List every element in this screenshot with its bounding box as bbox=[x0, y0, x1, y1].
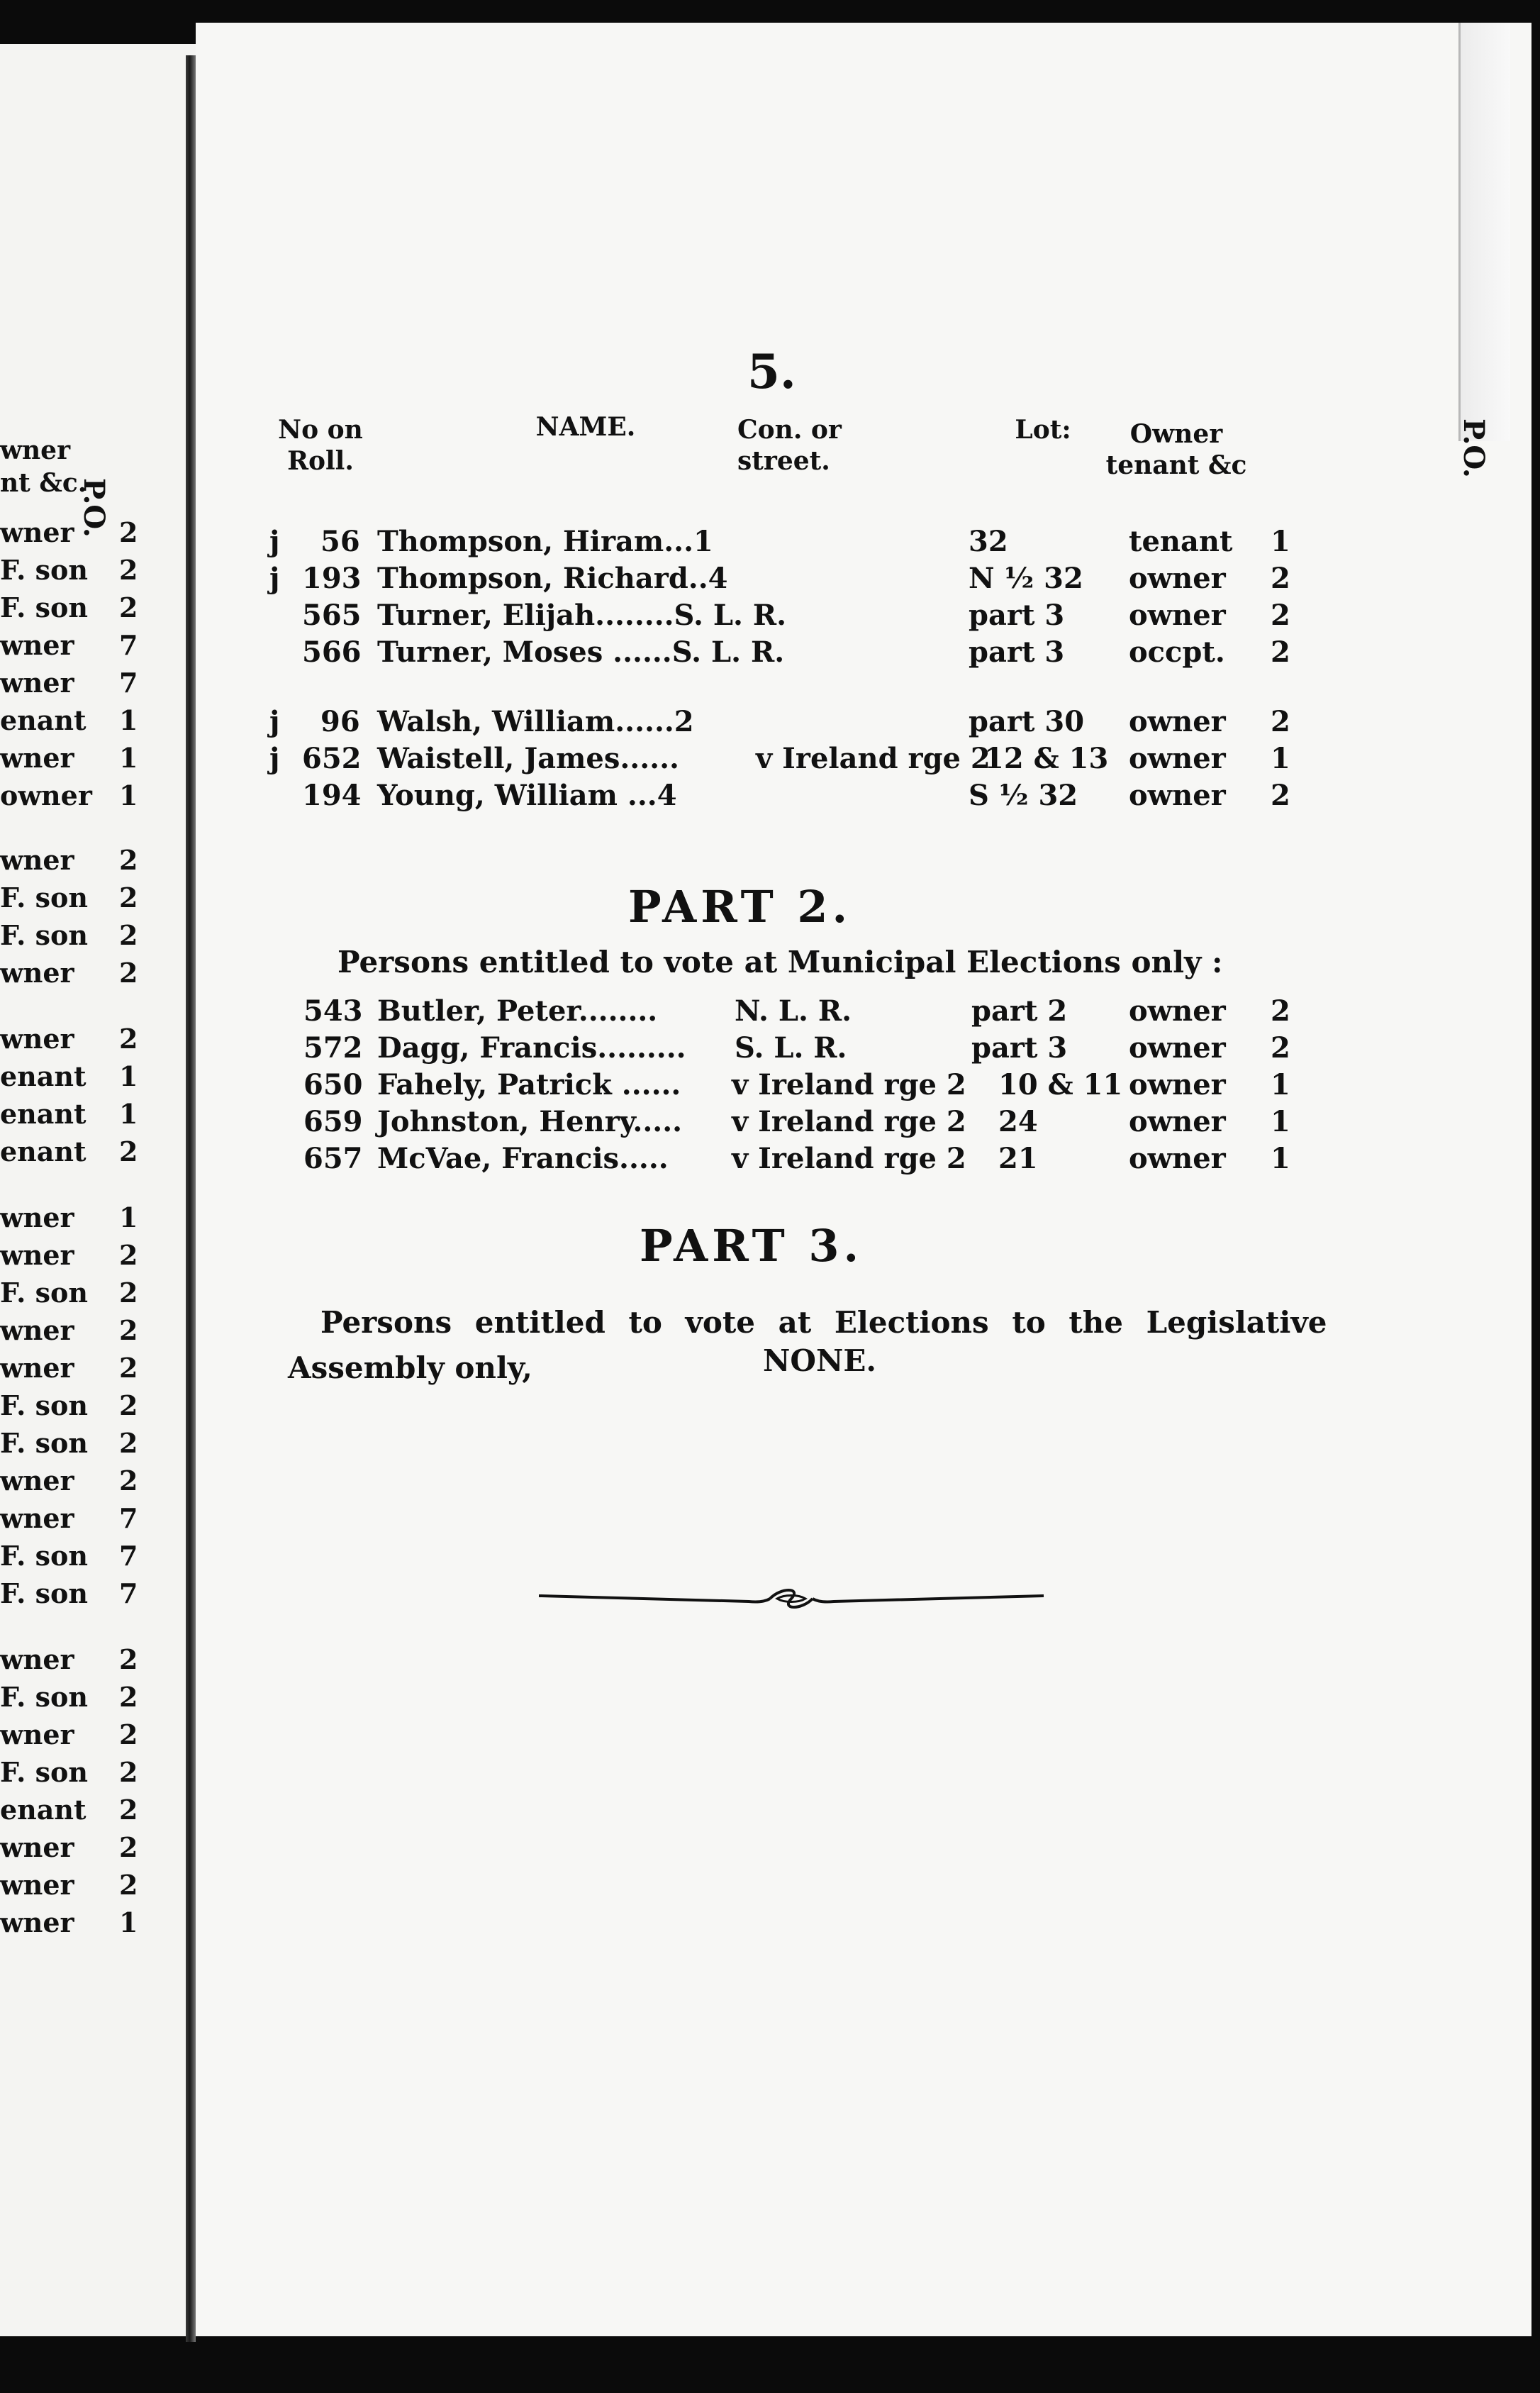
left-row-po: 1 bbox=[119, 1201, 138, 1233]
row-owner: occpt. bbox=[1129, 635, 1225, 669]
row-owner: owner bbox=[1129, 705, 1226, 738]
row-lot: 21 bbox=[998, 1142, 1038, 1175]
row-lot: part 3 bbox=[969, 635, 1065, 669]
left-row bbox=[0, 1540, 213, 1577]
header-name: NAME. bbox=[535, 412, 636, 442]
left-row-tenure: wner bbox=[0, 1906, 74, 1938]
left-row bbox=[0, 1098, 213, 1135]
left-row bbox=[0, 1314, 213, 1351]
row-owner: owner bbox=[1129, 779, 1226, 812]
row-po: 2 bbox=[1271, 562, 1290, 595]
header-no-on-roll-line2: Roll. bbox=[287, 446, 354, 476]
left-row bbox=[0, 1239, 213, 1276]
row-owner: owner bbox=[1129, 742, 1226, 775]
left-header-owner bbox=[0, 434, 87, 499]
left-row-po: 2 bbox=[119, 1352, 138, 1384]
row-roll-number: 56 bbox=[320, 525, 360, 558]
row-roll-number: 96 bbox=[320, 705, 360, 738]
left-row-po: 2 bbox=[119, 1756, 138, 1788]
part3-heading: PART 3. bbox=[640, 1220, 864, 1272]
row-po: 2 bbox=[1271, 635, 1290, 669]
row-owner: owner bbox=[1129, 1105, 1226, 1138]
left-row-tenure: F. son bbox=[0, 1681, 88, 1713]
row-roll-number: 659 bbox=[303, 1105, 363, 1138]
left-row-tenure: wner bbox=[0, 516, 74, 548]
left-row-po: 2 bbox=[119, 919, 138, 951]
left-row-po: 1 bbox=[119, 1098, 138, 1130]
row-owner: owner bbox=[1129, 599, 1226, 632]
header-lot: Lot: bbox=[1015, 415, 1071, 445]
table-row bbox=[196, 635, 1529, 672]
row-roll-number: 194 bbox=[302, 779, 362, 812]
ornamental-divider bbox=[536, 1575, 1047, 1624]
left-row-tenure: enant bbox=[0, 1060, 87, 1092]
left-row bbox=[0, 1577, 213, 1614]
row-roll-number: 572 bbox=[303, 1031, 363, 1065]
row-con: v Ireland rge 2 bbox=[732, 1068, 966, 1101]
row-po: 2 bbox=[1271, 994, 1290, 1028]
part2-intro: Persons entitled to vote at Municipal Elections only : bbox=[337, 945, 1223, 979]
row-name: Turner, Moses ......S. L. R. bbox=[377, 635, 785, 669]
row-name: Butler, Peter........ bbox=[377, 994, 658, 1028]
left-row bbox=[0, 1906, 213, 1943]
row-con: v Ireland rge 2 bbox=[732, 1142, 966, 1175]
left-row-po: 2 bbox=[119, 882, 138, 914]
row-po: 2 bbox=[1271, 1031, 1290, 1065]
left-row-po: 2 bbox=[119, 592, 138, 623]
left-row-po: 2 bbox=[119, 1023, 138, 1055]
left-row-tenure: owner bbox=[0, 779, 92, 811]
row-con: S. L. R. bbox=[735, 1031, 847, 1065]
row-owner: tenant bbox=[1129, 525, 1233, 558]
left-row-po: 7 bbox=[119, 629, 138, 661]
left-row-po: 1 bbox=[119, 1906, 138, 1938]
left-row bbox=[0, 1869, 213, 1906]
left-row-po: 2 bbox=[119, 1465, 138, 1497]
left-row-po: 1 bbox=[119, 1060, 138, 1092]
left-row bbox=[0, 1023, 213, 1060]
row-lot: 32 bbox=[969, 525, 1008, 558]
row-mark: j bbox=[269, 562, 280, 595]
header-owner-line2: tenant &c bbox=[1105, 450, 1247, 480]
left-row-tenure: wner bbox=[0, 1643, 74, 1675]
page-fold-edge bbox=[1458, 23, 1510, 441]
left-row-tenure: F. son bbox=[0, 1427, 88, 1459]
table-row bbox=[196, 1068, 1529, 1105]
left-row-po: 2 bbox=[119, 1239, 138, 1271]
row-roll-number: 657 bbox=[303, 1142, 363, 1175]
left-row-tenure: enant bbox=[0, 704, 87, 736]
row-po: 1 bbox=[1271, 1142, 1290, 1175]
left-row-po: 2 bbox=[119, 1719, 138, 1750]
left-row-po: 1 bbox=[119, 742, 138, 774]
row-name: Turner, Elijah........S. L. R. bbox=[377, 599, 787, 632]
left-header-owner-line2: nt &c. bbox=[0, 468, 87, 498]
header-con-line2: street. bbox=[737, 446, 830, 476]
row-lot: part 3 bbox=[971, 1031, 1068, 1065]
row-roll-number: 543 bbox=[303, 994, 363, 1028]
row-name: Thompson, Richard..4 bbox=[377, 562, 728, 595]
left-row-tenure: wner bbox=[0, 1314, 74, 1346]
left-row-tenure: F. son bbox=[0, 1277, 88, 1309]
left-row-tenure: wner bbox=[0, 667, 74, 699]
table-row bbox=[196, 599, 1529, 635]
row-con: v Ireland rge 2 bbox=[732, 1105, 966, 1138]
left-row-po: 2 bbox=[119, 1794, 138, 1826]
left-header-owner-line1: wner bbox=[0, 435, 71, 465]
left-row-po: 2 bbox=[119, 1831, 138, 1863]
row-po: 2 bbox=[1271, 705, 1290, 738]
left-row bbox=[0, 1794, 213, 1831]
left-row bbox=[0, 742, 213, 779]
table-row bbox=[196, 1105, 1529, 1142]
left-row bbox=[0, 554, 213, 591]
left-row bbox=[0, 1681, 213, 1718]
row-lot: S ½ 32 bbox=[969, 779, 1078, 812]
row-lot: 12 & 13 bbox=[984, 742, 1109, 775]
table-row bbox=[196, 994, 1529, 1031]
part2-heading: PART 2. bbox=[628, 881, 852, 933]
left-row bbox=[0, 667, 213, 704]
header-con-line1: Con. or bbox=[737, 415, 842, 445]
left-row bbox=[0, 919, 213, 956]
left-row-po: 7 bbox=[119, 1502, 138, 1534]
row-roll-number: 193 bbox=[302, 562, 362, 595]
left-row-po: 1 bbox=[119, 704, 138, 736]
row-mark: j bbox=[269, 742, 280, 775]
left-row-tenure: F. son bbox=[0, 1756, 88, 1788]
left-row-tenure: F. son bbox=[0, 1577, 88, 1609]
table-row bbox=[196, 562, 1529, 599]
row-lot: part 2 bbox=[971, 994, 1068, 1028]
left-row-po: 2 bbox=[119, 554, 138, 586]
left-row-tenure: wner bbox=[0, 957, 74, 989]
row-roll-number: 650 bbox=[303, 1068, 363, 1101]
row-con: v Ireland rge 2 bbox=[756, 742, 991, 775]
left-row bbox=[0, 1502, 213, 1539]
table-row bbox=[196, 742, 1529, 779]
left-row-tenure: wner bbox=[0, 844, 74, 876]
row-name: Fahely, Patrick ...... bbox=[377, 1068, 681, 1101]
left-row-tenure: F. son bbox=[0, 554, 88, 586]
row-name: Johnston, Henry..... bbox=[377, 1105, 683, 1138]
left-row-tenure: wner bbox=[0, 1239, 74, 1271]
left-row-po: 1 bbox=[119, 779, 138, 811]
left-row bbox=[0, 844, 213, 881]
left-row bbox=[0, 1352, 213, 1389]
left-row-po: 2 bbox=[119, 1136, 138, 1167]
left-row bbox=[0, 1201, 213, 1238]
left-row bbox=[0, 1060, 213, 1097]
left-row-tenure: wner bbox=[0, 1502, 74, 1534]
left-row-po: 2 bbox=[119, 1277, 138, 1309]
left-row-po: 2 bbox=[119, 1389, 138, 1421]
left-row-tenure: wner bbox=[0, 1352, 74, 1384]
left-row bbox=[0, 1427, 213, 1464]
left-row-po: 2 bbox=[119, 1643, 138, 1675]
left-row bbox=[0, 882, 213, 918]
left-row bbox=[0, 629, 213, 666]
book-spine bbox=[186, 55, 196, 2342]
row-mark: j bbox=[269, 705, 280, 738]
left-row-po: 7 bbox=[119, 667, 138, 699]
left-row-tenure: wner bbox=[0, 1869, 74, 1901]
header-no-on-roll bbox=[264, 414, 377, 477]
left-row-po: 2 bbox=[119, 1314, 138, 1346]
table-row bbox=[196, 1031, 1529, 1068]
left-row-tenure: F. son bbox=[0, 1540, 88, 1572]
left-row-po: 2 bbox=[119, 957, 138, 989]
left-row bbox=[0, 957, 213, 994]
left-row-tenure: enant bbox=[0, 1098, 87, 1130]
left-row-tenure: enant bbox=[0, 1136, 87, 1167]
row-name: Dagg, Francis......... bbox=[377, 1031, 686, 1065]
left-row bbox=[0, 1136, 213, 1172]
part3-line2-right: NONE. bbox=[763, 1343, 877, 1378]
left-row bbox=[0, 1465, 213, 1501]
row-name: Waistell, James...... bbox=[377, 742, 679, 775]
left-row bbox=[0, 516, 213, 553]
table-row bbox=[196, 1142, 1529, 1179]
left-row-tenure: wner bbox=[0, 1465, 74, 1497]
left-row-tenure: F. son bbox=[0, 592, 88, 623]
left-row-tenure: F. son bbox=[0, 1389, 88, 1421]
header-owner-line1: Owner bbox=[1129, 419, 1223, 449]
page-number: 5. bbox=[747, 344, 796, 399]
row-po: 1 bbox=[1271, 1105, 1290, 1138]
left-row-tenure: F. son bbox=[0, 919, 88, 951]
row-lot: part 30 bbox=[969, 705, 1085, 738]
header-con bbox=[737, 414, 858, 477]
row-roll-number: 565 bbox=[302, 599, 362, 632]
left-row bbox=[0, 1756, 213, 1793]
part3-line2-left: Assembly only, bbox=[288, 1350, 532, 1385]
left-row-po: 7 bbox=[119, 1540, 138, 1572]
row-lot: 24 bbox=[998, 1105, 1038, 1138]
table-row bbox=[196, 779, 1529, 816]
header-po: P.O. bbox=[1457, 418, 1490, 478]
left-row bbox=[0, 1277, 213, 1314]
left-row-tenure: wner bbox=[0, 1201, 74, 1233]
row-roll-number: 566 bbox=[302, 635, 362, 669]
header-no-on-roll-line1: No on bbox=[278, 415, 363, 445]
left-row-tenure: F. son bbox=[0, 882, 88, 914]
row-name: Young, William ...4 bbox=[377, 779, 677, 812]
right-page bbox=[196, 23, 1531, 2336]
left-row-po: 2 bbox=[119, 1427, 138, 1459]
row-con: N. L. R. bbox=[735, 994, 852, 1028]
left-row-po: 2 bbox=[119, 1681, 138, 1713]
row-name: Walsh, William......2 bbox=[377, 705, 694, 738]
row-roll-number: 652 bbox=[302, 742, 362, 775]
left-row-tenure: wner bbox=[0, 1831, 74, 1863]
row-lot: 10 & 11 bbox=[998, 1068, 1123, 1101]
left-row-tenure: wner bbox=[0, 1719, 74, 1750]
left-row-po: 2 bbox=[119, 516, 138, 548]
row-po: 2 bbox=[1271, 599, 1290, 632]
left-row bbox=[0, 704, 213, 741]
header-owner bbox=[1102, 418, 1251, 481]
table-row bbox=[196, 525, 1529, 562]
row-mark: j bbox=[269, 525, 280, 558]
row-name: McVae, Francis..... bbox=[377, 1142, 669, 1175]
row-owner: owner bbox=[1129, 1068, 1226, 1101]
row-po: 2 bbox=[1271, 779, 1290, 812]
left-row bbox=[0, 592, 213, 628]
row-lot: part 3 bbox=[969, 599, 1065, 632]
row-lot: N ½ 32 bbox=[969, 562, 1083, 595]
row-owner: owner bbox=[1129, 1031, 1226, 1065]
left-row-tenure: enant bbox=[0, 1794, 87, 1826]
row-po: 1 bbox=[1271, 1068, 1290, 1101]
left-row bbox=[0, 779, 213, 816]
left-row-tenure: wner bbox=[0, 742, 74, 774]
left-row bbox=[0, 1831, 213, 1868]
left-row bbox=[0, 1719, 213, 1755]
left-row-po: 2 bbox=[119, 844, 138, 876]
table-row bbox=[196, 705, 1529, 742]
row-po: 1 bbox=[1271, 742, 1290, 775]
row-owner: owner bbox=[1129, 994, 1226, 1028]
part3-line1: Persons entitled to vote at Elections to the Legislative bbox=[320, 1305, 1327, 1340]
row-owner: owner bbox=[1129, 1142, 1226, 1175]
left-row-tenure: wner bbox=[0, 629, 74, 661]
row-name: Thompson, Hiram...1 bbox=[377, 525, 713, 558]
row-owner: owner bbox=[1129, 562, 1226, 595]
left-row-po: 2 bbox=[119, 1869, 138, 1901]
left-header-po: P.O. bbox=[77, 478, 111, 538]
left-row bbox=[0, 1643, 213, 1680]
left-row-tenure: wner bbox=[0, 1023, 74, 1055]
left-row bbox=[0, 1389, 213, 1426]
left-row-po: 7 bbox=[119, 1577, 138, 1609]
row-po: 1 bbox=[1271, 525, 1290, 558]
